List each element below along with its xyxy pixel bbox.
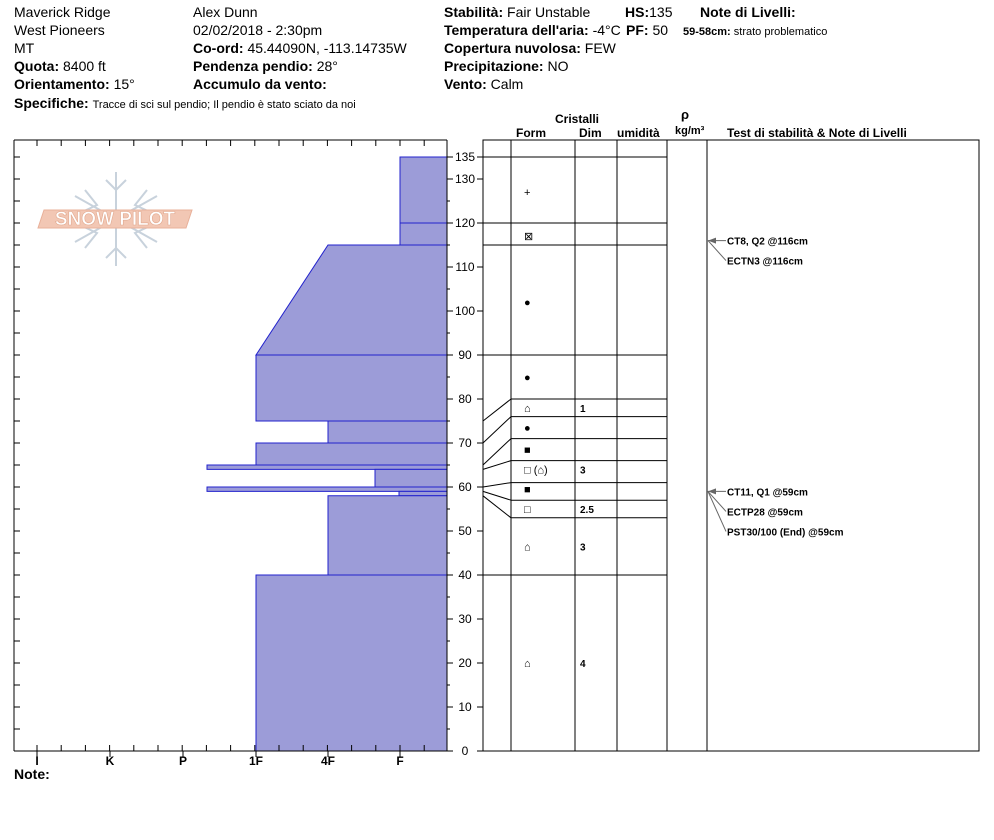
- hardness-layer: [207, 465, 447, 469]
- moisture-header: umidità: [617, 126, 660, 140]
- hardness-layer: [400, 157, 447, 223]
- depth-label: 30: [458, 612, 472, 626]
- layer-notes-label: Note di Livelli:: [700, 4, 796, 20]
- crystal-form-symbol: +: [524, 187, 531, 200]
- slope-label: Pendenza pendio:: [193, 58, 313, 74]
- strat-connector-line: [483, 417, 511, 443]
- hardness-layer: [256, 575, 447, 751]
- depth-label: 10: [458, 700, 472, 714]
- depth-label: 50: [458, 524, 472, 538]
- stability-value: Fair Unstable: [507, 4, 591, 20]
- wind-loading-label: Accumulo da vento:: [193, 76, 327, 92]
- crystal-form-symbol: ⌂: [524, 402, 531, 415]
- air-temp-label: Temperatura dell'aria:: [444, 22, 589, 38]
- slope-value: 28°: [316, 58, 338, 74]
- pf-label: PF:: [626, 22, 649, 38]
- stability-test-label: CT11, Q1 @59cm: [727, 487, 808, 499]
- hardness-layer: [207, 487, 447, 491]
- range-name: West Pioneers: [14, 22, 105, 38]
- crystal-size-value: 3: [580, 465, 586, 477]
- depth-label: 20: [458, 656, 472, 670]
- aspect-value: 15°: [113, 76, 135, 92]
- crystal-form-symbol: ⊠: [524, 231, 534, 244]
- rho-header: ρ: [681, 107, 690, 122]
- crystal-size-value: 3: [580, 542, 586, 554]
- stability-test-label: CT8, Q2 @116cm: [727, 236, 808, 248]
- test-pointer-line: [708, 491, 726, 531]
- logo-text: SNOW PILOT: [54, 209, 176, 230]
- elevation-value: 8400 ft: [63, 58, 106, 74]
- tests-header: Test di stabilità & Note di Livelli: [727, 126, 907, 140]
- test-arrow-head: [708, 238, 716, 244]
- test-pointer-line: [708, 491, 726, 511]
- depth-label: 130: [454, 172, 476, 186]
- hardness-layer: [328, 496, 447, 575]
- coord-label: Co-ord:: [193, 40, 244, 56]
- hardness-layer: [399, 491, 447, 495]
- aspect-label: Orientamento:: [14, 76, 110, 92]
- notes-label: Note:: [14, 766, 50, 782]
- test-pointer-line: [708, 241, 726, 261]
- depth-label: 120: [454, 216, 476, 230]
- depth-label: 40: [458, 568, 472, 582]
- strat-connector-line: [483, 483, 511, 487]
- hardness-layer: [375, 469, 447, 487]
- density-unit-header: kg/m³: [675, 125, 705, 137]
- hardness-label: F: [396, 754, 404, 768]
- precip-label: Precipitazione:: [444, 58, 544, 74]
- hs-value: 135: [649, 4, 673, 20]
- depth-label: 70: [458, 436, 472, 450]
- cloud-value: FEW: [584, 40, 616, 56]
- location-name: Maverick Ridge: [14, 4, 111, 20]
- coord-value: 45.44090N, -113.14735W: [247, 40, 407, 56]
- hardness-label: I: [35, 754, 39, 768]
- hardness-label: K: [105, 754, 115, 768]
- depth-label: 60: [458, 480, 472, 494]
- crystal-form-symbol: ■: [524, 484, 531, 497]
- crystals-header: Cristalli: [555, 112, 600, 126]
- hardness-layer: [256, 443, 447, 465]
- hardness-label: 1F: [248, 754, 264, 768]
- strat-connector-line: [483, 461, 511, 470]
- hardness-layer: [256, 355, 447, 421]
- crystal-form-symbol: ●: [524, 297, 531, 310]
- depth-label: 110: [455, 260, 475, 274]
- stability-test-label: ECTP28 @59cm: [727, 507, 803, 519]
- cloud-label: Copertura nuvolosa:: [444, 40, 581, 56]
- stability-test-label: PST30/100 (End) @59cm: [727, 527, 844, 539]
- observation-datetime: 02/02/2018 - 2:30pm: [193, 22, 323, 38]
- stability-label: Stabilità:: [444, 4, 504, 20]
- crystal-form-symbol: ●: [524, 422, 531, 435]
- crystal-size-value: 2.5: [580, 505, 594, 516]
- depth-label: 135: [454, 150, 476, 164]
- hardness-label: 4F: [320, 754, 336, 768]
- crystal-form-symbol: ⌂: [524, 658, 531, 670]
- stability-test-label: ECTN3 @116cm: [727, 256, 803, 268]
- layer-note-text: strato problematico: [733, 26, 828, 38]
- hardness-layer: [400, 223, 447, 245]
- specifics-value: Tracce di sci sul pendio; Il pendio è stato sciato da noi: [92, 99, 356, 111]
- crystal-form-symbol: ●: [524, 372, 531, 384]
- air-temp-value: -4°C: [592, 22, 621, 38]
- crystal-size-value: 1: [580, 403, 586, 415]
- depth-label: 90: [458, 348, 472, 362]
- hs-label: HS:: [625, 4, 650, 20]
- hardness-label: P: [178, 754, 188, 768]
- pf-value: 50: [652, 22, 669, 38]
- wind-value: Calm: [490, 76, 524, 92]
- hardness-layer: [256, 245, 447, 355]
- crystal-form-symbol: □ (⌂): [524, 464, 548, 477]
- crystal-size-value: 4: [580, 659, 586, 670]
- crystal-form-symbol: □: [524, 504, 531, 516]
- snowpilot-logo: [38, 172, 192, 266]
- specifics-label: Specifiche:: [14, 95, 89, 111]
- observer-name: Alex Dunn: [193, 4, 258, 20]
- crystal-form-symbol: ⌂: [524, 541, 531, 554]
- depth-label: 0: [461, 744, 469, 758]
- hardness-layer: [328, 421, 447, 443]
- depth-label: 100: [454, 304, 476, 318]
- strat-connector-line: [483, 439, 511, 465]
- precip-value: NO: [547, 58, 569, 74]
- form-header: Form: [516, 126, 546, 140]
- strat-table-frame: [483, 140, 979, 751]
- state-name: MT: [14, 40, 35, 56]
- size-header: Dim: [579, 126, 602, 140]
- strat-connector-line: [483, 399, 511, 421]
- depth-label: 80: [458, 392, 472, 406]
- layer-note-depth: 59-58cm:: [683, 26, 731, 38]
- wind-label: Vento:: [444, 76, 487, 92]
- crystal-form-symbol: ■: [524, 444, 531, 457]
- elevation-label: Quota:: [14, 58, 60, 74]
